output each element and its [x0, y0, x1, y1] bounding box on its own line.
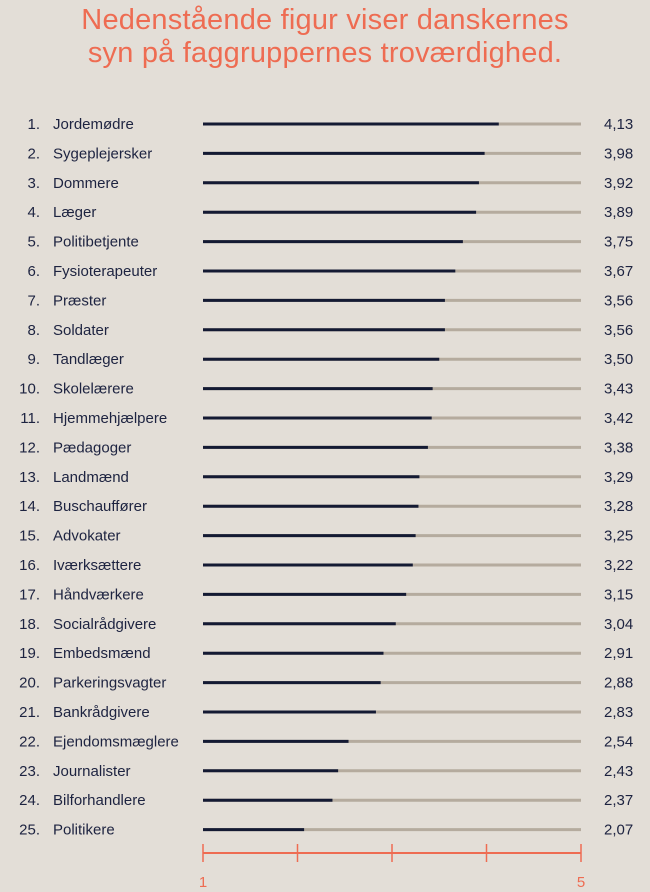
value-label-15: 3,25	[604, 527, 634, 545]
row-label-16: Iværksættere	[53, 557, 142, 574]
value-label-16: 3,22	[604, 557, 634, 574]
row-rank-20: 20.	[19, 674, 40, 692]
value-label-5: 3,75	[604, 233, 634, 251]
row-rank-10: 10.	[19, 380, 40, 398]
value-label-18: 3,04	[604, 615, 634, 633]
row-label-14: Buschauffører	[53, 498, 147, 516]
row-rank-7: 7.	[27, 292, 40, 310]
row-rank-5: 5.	[27, 233, 40, 251]
row-label-22: Ejendomsmæglere	[53, 733, 179, 751]
row-label-19: Embedsmænd	[53, 645, 151, 663]
value-label-13: 3,29	[604, 468, 634, 486]
value-label-4: 3,89	[604, 204, 634, 222]
value-label-2: 3,98	[604, 145, 634, 163]
row-rank-3: 3.	[27, 174, 40, 192]
value-label-6: 3,67	[604, 263, 634, 280]
row-rank-9: 9.	[27, 351, 40, 369]
row-label-4: Læger	[53, 204, 97, 222]
row-rank-1: 1.	[27, 116, 40, 133]
row-rank-24: 24.	[19, 792, 40, 810]
row-rank-6: 6.	[27, 263, 40, 280]
row-label-11: Hjemmehjælpere	[53, 410, 168, 427]
value-label-7: 3,56	[604, 292, 634, 310]
row-label-13: Landmænd	[53, 468, 129, 486]
row-rank-12: 12.	[19, 439, 40, 457]
row-rank-19: 19.	[19, 645, 40, 663]
row-label-23: Journalister	[53, 762, 131, 780]
row-rank-22: 22.	[19, 733, 40, 751]
row-label-6: Fysioterapeuter	[53, 263, 158, 280]
value-label-9: 3,50	[604, 351, 634, 369]
value-label-17: 3,15	[604, 586, 634, 604]
x-axis-tick-label-5: 5	[576, 874, 586, 891]
chart-title-line-1: Nedenstående figur viser danskernes	[81, 4, 569, 36]
value-label-23: 2,43	[604, 762, 634, 780]
row-label-8: Soldater	[53, 321, 109, 339]
x-axis-tick-label-1: 1	[198, 874, 208, 891]
value-label-22: 2,54	[604, 733, 634, 751]
row-rank-21: 21.	[19, 704, 40, 721]
row-rank-23: 23.	[19, 762, 40, 780]
row-rank-13: 13.	[19, 468, 40, 486]
row-rank-14: 14.	[19, 498, 40, 516]
row-rank-11: 11.	[20, 410, 40, 427]
value-label-25: 2,07	[604, 821, 634, 839]
row-label-15: Advokater	[53, 527, 121, 545]
value-label-24: 2,37	[604, 792, 634, 810]
row-rank-2: 2.	[27, 145, 40, 163]
value-label-19: 2,91	[604, 645, 634, 663]
row-rank-4: 4.	[27, 204, 40, 222]
chart-title-line-2: syn på faggruppernes troværdighed.	[87, 37, 563, 69]
row-label-3: Dommere	[53, 174, 119, 192]
row-label-12: Pædagoger	[53, 439, 132, 457]
row-label-10: Skolelærere	[53, 380, 134, 398]
value-label-21: 2,83	[604, 704, 634, 721]
value-label-8: 3,56	[604, 321, 634, 339]
row-rank-8: 8.	[27, 321, 40, 339]
row-label-1: Jordemødre	[53, 116, 134, 133]
value-label-10: 3,43	[604, 380, 634, 398]
row-rank-16: 16.	[19, 557, 40, 574]
row-label-7: Præster	[53, 292, 107, 310]
row-rank-15: 15.	[19, 527, 40, 545]
row-rank-25: 25.	[19, 821, 40, 839]
row-rank-17: 17.	[19, 586, 40, 604]
value-label-1: 4,13	[604, 116, 634, 133]
value-label-14: 3,28	[604, 498, 634, 516]
row-label-2: Sygeplejersker	[53, 145, 153, 163]
row-label-9: Tandlæger	[53, 351, 124, 369]
row-label-21: Bankrådgivere	[53, 704, 150, 721]
value-label-3: 3,92	[604, 174, 634, 192]
value-label-11: 3,42	[604, 410, 634, 427]
row-label-24: Bilforhandlere	[53, 792, 146, 810]
row-label-18: Socialrådgivere	[53, 615, 157, 633]
row-label-17: Håndværkere	[53, 586, 144, 604]
row-label-25: Politikere	[53, 821, 115, 839]
row-rank-18: 18.	[19, 615, 40, 633]
value-label-12: 3,38	[604, 439, 634, 457]
row-label-20: Parkeringsvagter	[53, 674, 167, 692]
value-label-20: 2,88	[604, 674, 634, 692]
row-label-5: Politibetjente	[53, 233, 139, 251]
